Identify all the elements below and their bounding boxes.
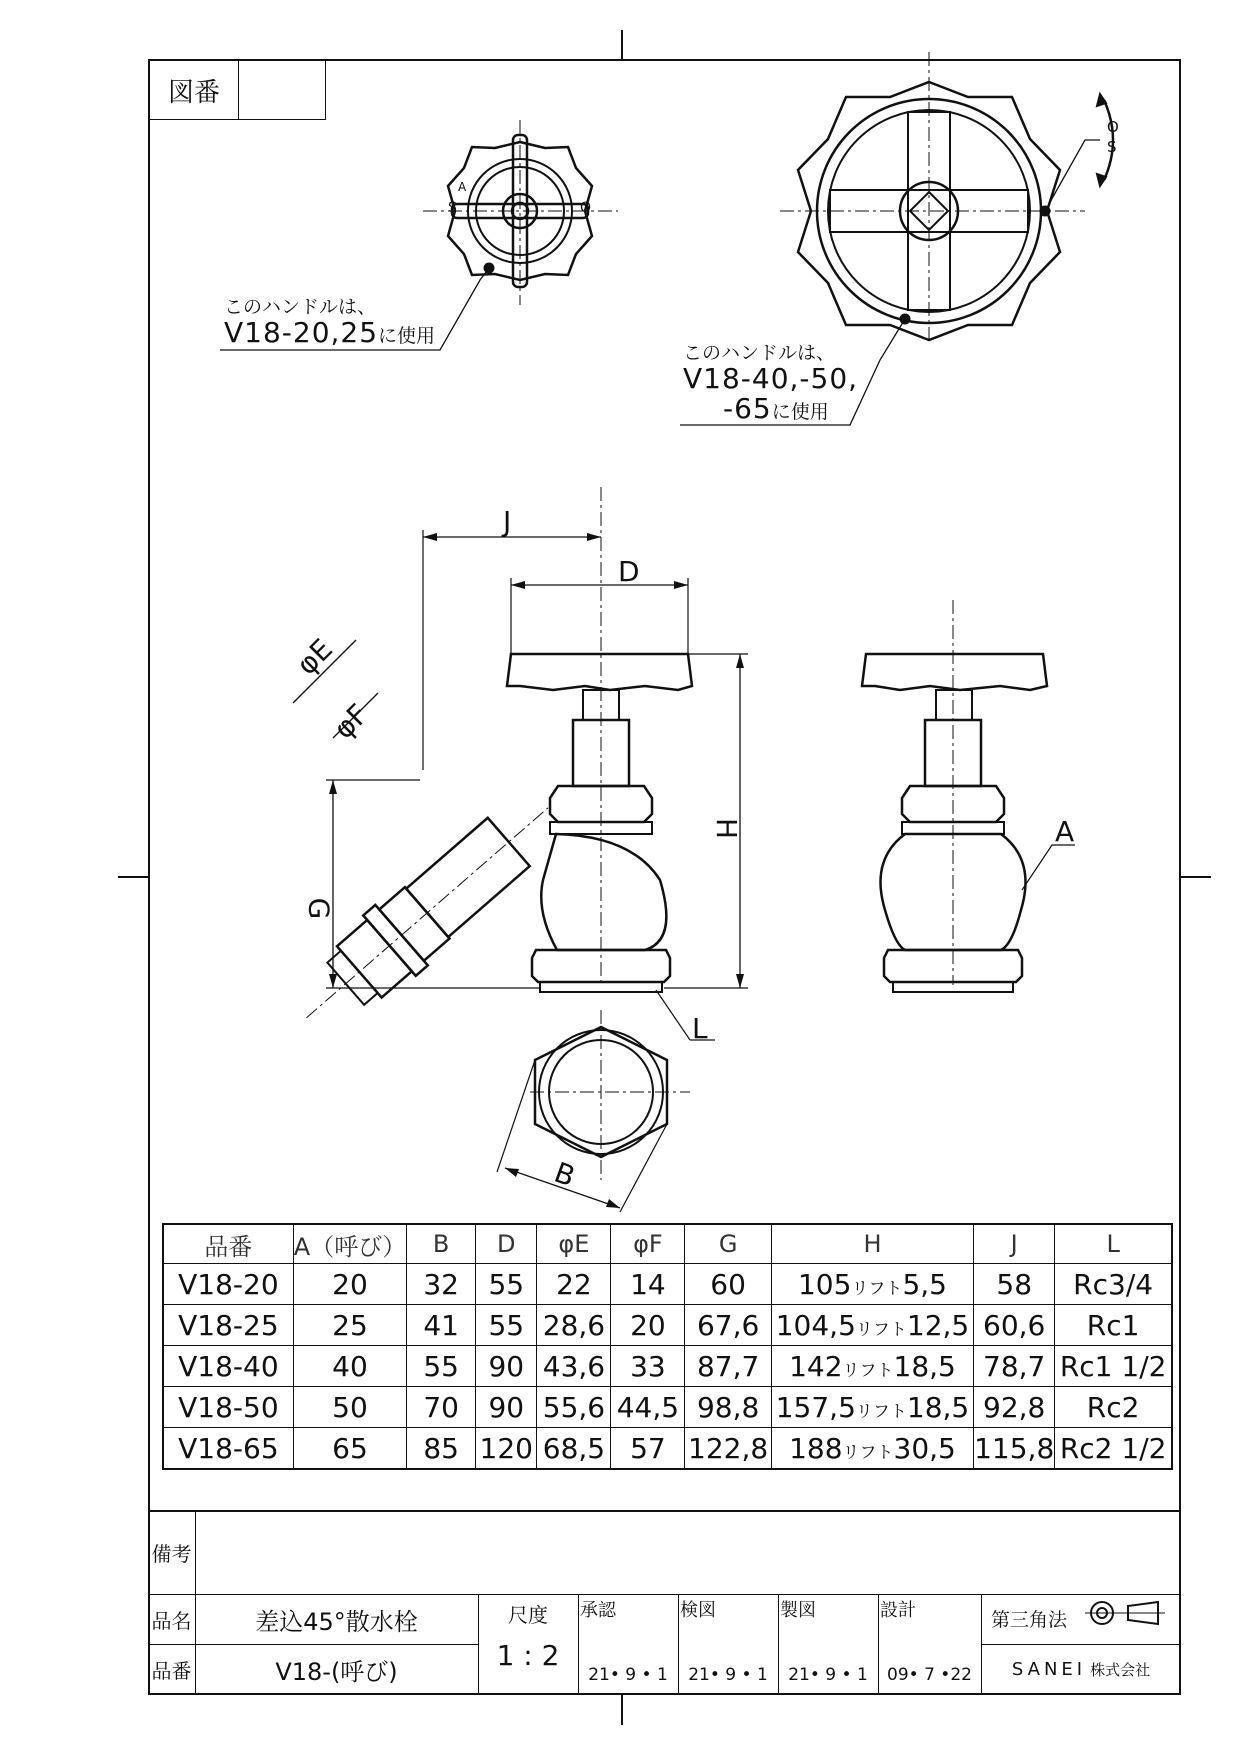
valve-bottom-view xyxy=(497,1010,690,1212)
h-main: 105 xyxy=(797,1267,852,1301)
table-row xyxy=(163,1264,1172,1305)
table-row xyxy=(163,1305,1172,1346)
company-name xyxy=(981,1644,1181,1695)
company-suffix: 株式会社 xyxy=(1090,1661,1151,1679)
cell-d: 90 xyxy=(476,1387,537,1428)
approved-date: 21• 9 • 1 xyxy=(588,1665,668,1685)
col-header-g: G xyxy=(685,1224,771,1264)
cell-j: 60,6 xyxy=(974,1305,1055,1346)
cell-f: 33 xyxy=(611,1346,685,1387)
h-lift: 30,5 xyxy=(893,1431,956,1465)
h-lift: 5,5 xyxy=(902,1267,947,1301)
large-handle-mark-s: S xyxy=(1107,138,1117,156)
cell-b: 41 xyxy=(407,1305,476,1346)
title-block xyxy=(148,1510,1181,1695)
h-lift: 12,5 xyxy=(906,1308,970,1342)
cell-d: 55 xyxy=(476,1264,537,1305)
cell-f: 44,5 xyxy=(611,1387,685,1428)
projection-label: 第三角法 xyxy=(990,1608,1067,1631)
cell-g: 67,6 xyxy=(685,1305,771,1346)
cell-b: 70 xyxy=(407,1387,476,1428)
col-header-h: H xyxy=(771,1224,973,1264)
small-handle-usage: に使用 xyxy=(378,325,436,347)
small-handle-models: V18-20,25 xyxy=(224,316,379,349)
large-handle-note-line1: このハンドルは、 xyxy=(683,342,836,364)
large-handle-usage: に使用 xyxy=(771,401,829,423)
cell-l: Rc1 1/2 xyxy=(1055,1346,1172,1387)
cell-a: 40 xyxy=(293,1346,406,1387)
cell-a: 20 xyxy=(293,1264,406,1305)
table-row xyxy=(163,1428,1172,1470)
cell-e: 43,6 xyxy=(537,1346,611,1387)
design-label: 設計 xyxy=(880,1600,916,1621)
cell-g: 87,7 xyxy=(685,1346,771,1387)
remarks-label: 備考 xyxy=(151,1541,192,1566)
approved-label: 承認 xyxy=(580,1600,616,1621)
dim-label-e: φE xyxy=(290,632,339,682)
cell-h xyxy=(771,1264,973,1305)
cell-e: 22 xyxy=(537,1264,611,1305)
handle-mark-a: A xyxy=(458,180,467,194)
product-number-label: 品番 xyxy=(151,1659,192,1683)
spec-table-header-row xyxy=(163,1224,1172,1264)
cell-d: 90 xyxy=(476,1346,537,1387)
dim-label-g: G xyxy=(302,897,336,920)
checked-label: 検図 xyxy=(680,1600,716,1621)
col-header-model: 品番 xyxy=(163,1224,293,1264)
dim-label-j: J xyxy=(503,505,512,538)
cell-model: V18-50 xyxy=(163,1387,293,1428)
h-lift-label: リフト xyxy=(855,1319,907,1340)
cell-a: 65 xyxy=(293,1428,406,1470)
cell-l: Rc3/4 xyxy=(1055,1264,1172,1305)
product-name-label: 品名 xyxy=(151,1608,192,1633)
h-main: 157,5 xyxy=(775,1390,856,1424)
dim-label-b: B xyxy=(549,1155,580,1194)
checked-date: 21• 9 • 1 xyxy=(688,1665,768,1685)
dim-label-a: A xyxy=(1055,815,1075,848)
cell-d: 120 xyxy=(476,1428,537,1470)
valve-side-elevation xyxy=(280,487,748,1048)
cell-h xyxy=(771,1305,973,1346)
cell-model: V18-65 xyxy=(163,1428,293,1470)
product-name-value: 差込45°散水栓 xyxy=(255,1607,418,1636)
cell-g: 98,8 xyxy=(685,1387,771,1428)
cell-g: 122,8 xyxy=(685,1428,771,1470)
h-lift-label: リフト xyxy=(842,1360,894,1381)
valve-front-elevation xyxy=(862,600,1075,992)
cell-e: 28,6 xyxy=(537,1305,611,1346)
cell-h xyxy=(771,1428,973,1470)
cell-b: 55 xyxy=(407,1346,476,1387)
drawn-label: 製図 xyxy=(780,1600,816,1621)
h-lift-label: リフト xyxy=(851,1278,903,1299)
col-header-d: D xyxy=(476,1224,537,1264)
cell-l: Rc1 xyxy=(1055,1305,1172,1346)
drawn-date: 21• 9 • 1 xyxy=(788,1665,868,1685)
company-brand: SANEI xyxy=(1011,1659,1087,1680)
drawing-number-label: 図番 xyxy=(150,61,239,119)
cell-e: 55,6 xyxy=(537,1387,611,1428)
col-header-l: L xyxy=(1055,1224,1172,1264)
dim-label-h: H xyxy=(710,817,744,840)
h-main: 142 xyxy=(789,1349,843,1383)
small-handle-note-line1: このハンドルは、 xyxy=(224,296,377,318)
cell-d: 55 xyxy=(476,1305,537,1346)
cell-l: Rc2 xyxy=(1055,1387,1172,1428)
col-header-j: J xyxy=(974,1224,1055,1264)
scale-label: 尺度 xyxy=(508,1602,548,1627)
remarks-value xyxy=(195,1510,1181,1594)
dim-label-d: D xyxy=(618,555,640,588)
h-main: 188 xyxy=(789,1431,843,1465)
col-header-a: A（呼び） xyxy=(293,1224,406,1264)
cell-j: 78,7 xyxy=(974,1346,1055,1387)
cell-f: 14 xyxy=(611,1264,685,1305)
cell-h xyxy=(771,1387,973,1428)
product-number-value: V18-(呼び) xyxy=(275,1658,398,1686)
h-lift-label: リフト xyxy=(842,1442,894,1463)
cell-model: V18-20 xyxy=(163,1264,293,1305)
h-main: 104,5 xyxy=(775,1308,856,1342)
h-lift: 18,5 xyxy=(906,1390,970,1424)
cell-e: 68,5 xyxy=(537,1428,611,1470)
handle-mark-s: S xyxy=(448,200,457,216)
h-lift: 18,5 xyxy=(893,1349,956,1383)
table-row xyxy=(163,1387,1172,1428)
design-date: 09• 7 •22 xyxy=(887,1665,972,1685)
large-handle-note xyxy=(683,342,858,424)
h-lift-label: リフト xyxy=(855,1401,907,1422)
small-handle-note xyxy=(224,296,435,348)
cell-model: V18-40 xyxy=(163,1346,293,1387)
cell-h xyxy=(771,1346,973,1387)
table-row xyxy=(163,1346,1172,1387)
cell-a: 50 xyxy=(293,1387,406,1428)
cell-j: 92,8 xyxy=(974,1387,1055,1428)
cell-model: V18-25 xyxy=(163,1305,293,1346)
cell-l: Rc2 1/2 xyxy=(1055,1428,1172,1470)
cell-f: 20 xyxy=(611,1305,685,1346)
dim-label-f: φF xyxy=(327,697,375,746)
handle-mark-o: O xyxy=(580,200,592,216)
col-header-b: B xyxy=(407,1224,476,1264)
col-header-f: φF xyxy=(611,1224,685,1264)
cell-a: 25 xyxy=(293,1305,406,1346)
large-handle-models-1: V18-40,-50, xyxy=(683,362,859,395)
specification-table xyxy=(162,1223,1173,1470)
large-handle-mark-o: O xyxy=(1107,118,1119,136)
large-handle-models-2: -65 xyxy=(723,392,772,425)
cell-g: 60 xyxy=(685,1264,771,1305)
dim-label-l: L xyxy=(692,1012,708,1045)
cell-j: 58 xyxy=(974,1264,1055,1305)
scale-value: 1 : 2 xyxy=(496,1638,560,1672)
cell-f: 57 xyxy=(611,1428,685,1470)
cell-b: 85 xyxy=(407,1428,476,1470)
cell-j: 115,8 xyxy=(974,1428,1055,1470)
col-header-e: φE xyxy=(537,1224,611,1264)
cell-b: 32 xyxy=(407,1264,476,1305)
